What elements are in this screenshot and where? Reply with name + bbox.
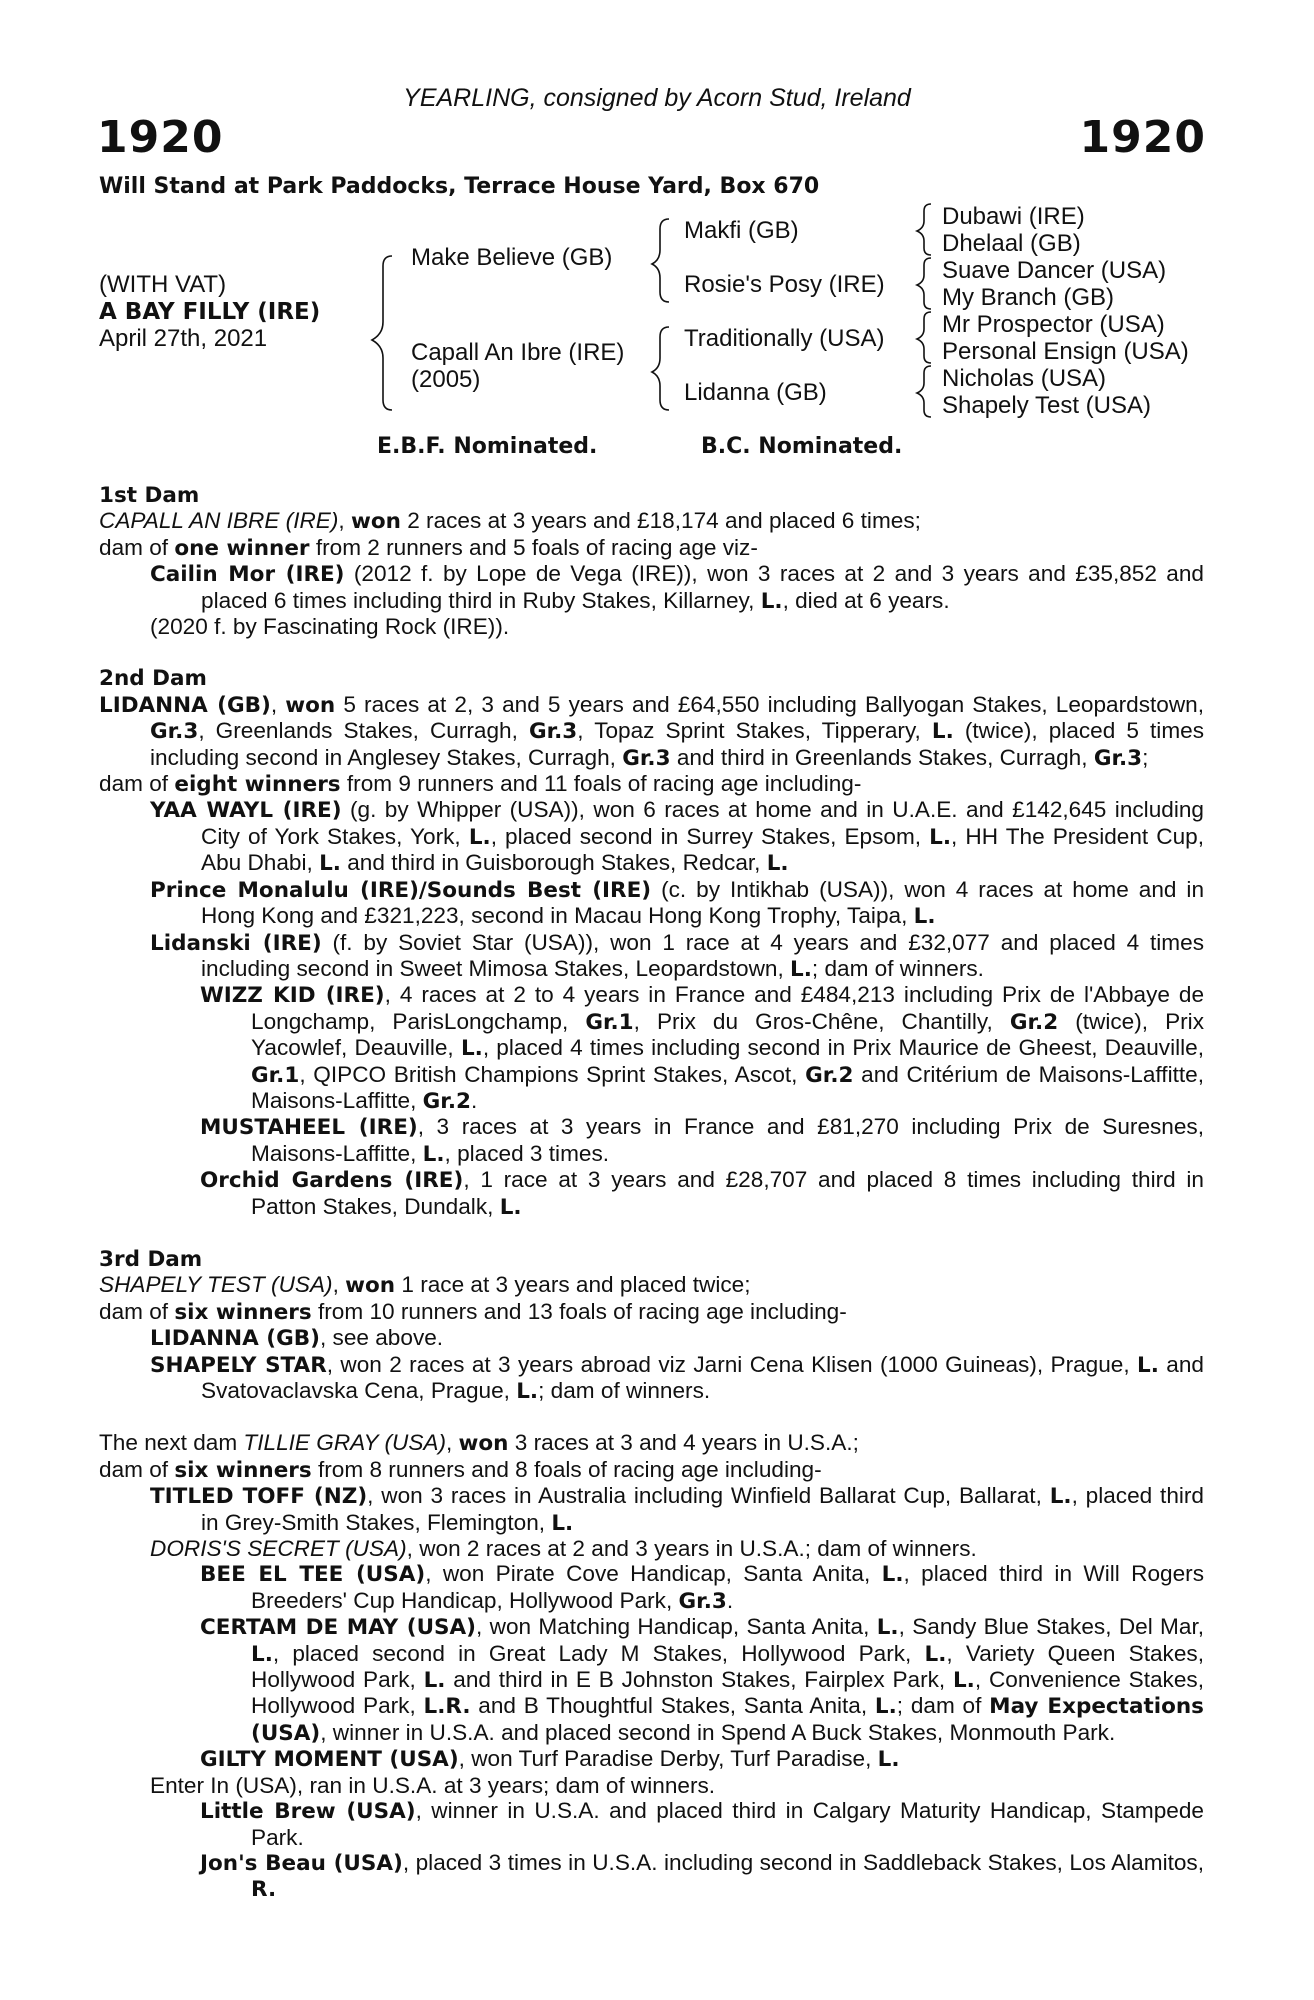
produce-entry-mustaheel: MUSTAHEEL (IRE), 3 races at 3 years in France and £81,270 including Prix de Suresnes, Maisons-Laffitte, L., placed 3 times.: [200, 1114, 1205, 1167]
brace-traditionally: [917, 312, 931, 363]
first-dam-intro: CAPALL AN IBRE (IRE), won 2 races at 3 years and £18,174 and placed 6 times;: [99, 508, 921, 535]
ggd-4: Shapely Test (USA): [942, 392, 1151, 419]
next-dam-intro: The next dam TILLIE GRAY (USA), won 3 races at 3 and 4 years in U.S.A.;: [99, 1430, 859, 1457]
ggd-3: Personal Ensign (USA): [942, 338, 1189, 365]
first-dam-heading: 1st Dam: [99, 483, 200, 508]
produce-entry-bee-el-tee: BEE EL TEE (USA), won Pirate Cove Handicap, Santa Anita, L., placed third in Will Rogers Breeders' Cup Handicap, Hollywood Park, Gr.3.: [200, 1561, 1204, 1614]
second-dam-intro: LIDANNA (GB), won 5 races at 2, 3 and 5 years and £64,550 including Ballyogan Stakes, Leopardstown, Gr.3, Greenlands Stakes, Curragh, Gr.3, Topaz Sprint Stakes, Tipperary, L. (twice), placed 5 times including second in Anglesey Stakes, Curragh, Gr.3 and third in Greenlands Stakes, Curragh, Gr.3;: [99, 691, 1205, 771]
horse-name: A BAY FILLY (IRE): [99, 299, 321, 325]
ggd-1: Dhelaal (GB): [942, 230, 1081, 257]
produce-entry-doris-secret: DORIS'S SECRET (USA), won 2 races at 2 and 3 years in U.S.A.; dam of winners.: [150, 1536, 977, 1562]
produce-entry-cailin-mor: Cailin Mor (IRE) (2012 f. by Lope de Vega (IRE)), won 3 races at 2 and 3 years and £35,852 and placed 6 times including third in Ruby Stakes, Killarney, L., died at 6 years.: [150, 561, 1204, 614]
produce-entry-yaa-wayl: YAA WAYL (IRE) (g. by Whipper (USA)), won 6 races at home and in U.A.E. and £142,645 including City of York Stakes, York, L., placed second in Surrey Stakes, Epsom, L., HH The President Cup, Abu Dhabi, L. and third in Guisborough Stakes, Redcar, L.: [150, 797, 1205, 877]
brace-sire: [652, 219, 669, 302]
sire-name: Make Believe (GB): [411, 244, 613, 271]
consignment-subtitle: YEARLING, consigned by Acorn Stud, Ireland: [403, 84, 911, 112]
second-dam-produce: dam of eight winners from 9 runners and 11 foals of racing age including-: [99, 771, 862, 798]
produce-entry-orchid-gardens: Orchid Gardens (IRE), 1 race at 3 years and £28,707 and placed 8 times including third in Patton Stakes, Dundalk, L.: [200, 1167, 1204, 1220]
pedigree-braces: [0, 0, 1314, 440]
produce-entry-titled-toff: TITLED TOFF (NZ), won 3 races in Australia including Winfield Ballarat Cup, Ballarat, L., placed third in Grey-Smith Stakes, Flemington, L.: [150, 1483, 1205, 1536]
produce-record: [99, 482, 1204, 1903]
first-dam-produce: dam of one winner from 2 runners and 5 foals of racing age viz-: [99, 534, 758, 561]
dam-dam: Lidanna (GB): [684, 379, 827, 406]
produce-entry-enter-in: Enter In (USA), ran in U.S.A. at 3 years; dam of winners.: [150, 1772, 716, 1798]
dam-year: (2005): [411, 366, 481, 393]
dam-name: Capall An Ibre (IRE): [411, 339, 625, 366]
bc-nomination: B.C. Nominated.: [701, 434, 903, 459]
vat-note: (WITH VAT): [99, 271, 227, 298]
produce-entry-jons-beau: Jon's Beau (USA), placed 3 times in U.S.A. including second in Saddleback Stakes, Los Alamitos, R.: [200, 1849, 1205, 1903]
produce-entry-wizz-kid: WIZZ KID (IRE), 4 races at 2 to 4 years in France and £484,213 including Prix de l'Abbaye de Longchamp, ParisLongchamp, Gr.1, Prix du Gros-Chêne, Chantilly, Gr.2 (twice), Prix Yacowlef, Deauville, L., placed 4 times including second in Prix Maurice de Gheest, Deauville, Gr.1, QIPCO British Champions Sprint Stakes, Ascot, Gr.2 and Critérium de Maisons-Laffitte, Maisons-Laffitte, Gr.2.: [200, 982, 1205, 1114]
lot-number-left: 1920: [97, 112, 224, 163]
ggs-1: Dubawi (IRE): [942, 203, 1085, 230]
ggd-2: My Branch (GB): [942, 284, 1115, 311]
foaling-date: April 27th, 2021: [99, 325, 268, 352]
brace-dam: [652, 327, 669, 410]
dam-sire: Traditionally (USA): [684, 325, 885, 352]
third-dam-intro: SHAPELY TEST (USA), won 1 race at 3 years and placed twice;: [99, 1272, 751, 1299]
stand-location: Will Stand at Park Paddocks, Terrace House Yard, Box 670: [99, 174, 820, 199]
third-dam-heading: 3rd Dam: [99, 1246, 203, 1272]
ggs-4: Nicholas (USA): [942, 365, 1107, 392]
ggs-3: Mr Prospector (USA): [942, 311, 1165, 338]
brace-lidanna: [917, 366, 931, 417]
produce-entry-prince-monalulu: Prince Monalulu (IRE)/Sounds Best (IRE) (c. by Intikhab (USA)), won 4 races at home and in Hong Kong and £321,223, second in Macau Hong Kong Trophy, Taipa, L.: [150, 876, 1205, 930]
produce-entry-2020-foal: (2020 f. by Fascinating Rock (IRE)).: [150, 614, 510, 640]
brace-makfi: [917, 204, 931, 255]
second-dam-heading: 2nd Dam: [99, 666, 207, 692]
produce-entry-shapely-star: SHAPELY STAR, won 2 races at 3 years abroad viz Jarni Cena Klisen (1000 Guineas), Prague, L. and Svatovaclavska Cena, Prague, L.; dam of winners.: [150, 1351, 1204, 1404]
sire-dam: Rosie's Posy (IRE): [684, 271, 885, 298]
ggs-2: Suave Dancer (USA): [942, 257, 1167, 284]
lot-number-right: 1920: [1079, 112, 1206, 163]
produce-entry-lidanski: Lidanski (IRE) (f. by Soviet Star (USA)), won 1 race at 4 years and £32,077 and placed 4 times including second in Sweet Mimosa Stakes, Leopardstown, L.; dam of winners.: [150, 929, 1204, 982]
produce-entry-little-brew: Little Brew (USA), winner in U.S.A. and placed third in Calgary Maturity Handicap, Stampede Park.: [200, 1798, 1204, 1850]
sire-sire: Makfi (GB): [684, 217, 799, 244]
next-dam-produce: dam of six winners from 8 runners and 8 foals of racing age including-: [99, 1456, 822, 1483]
brace-level1: [372, 256, 392, 410]
produce-entry-gilty-moment: GILTY MOMENT (USA), won Turf Paradise Derby, Turf Paradise, L.: [200, 1746, 900, 1773]
ebf-nomination: E.B.F. Nominated.: [377, 434, 598, 459]
produce-entry-certam-de-may: CERTAM DE MAY (USA), won Matching Handicap, Santa Anita, L., Sandy Blue Stakes, Del Mar, L., placed second in Great Lady M Stakes, Hollywood Park, L., Variety Queen Stakes, Hollywood Park, L. and third in E B Johnston Stakes, Fairplex Park, L., Convenience Stakes, Hollywood Park, L.R. and B Thoughtful Stakes, Santa Anita, L.; dam of May Expectations (USA), winner in U.S.A. and placed second in Spend A Buck Stakes, Monmouth Park.: [200, 1614, 1204, 1746]
brace-rosies-posy: [917, 258, 931, 309]
produce-entry-lidanna: LIDANNA (GB), see above.: [150, 1325, 444, 1352]
third-dam-produce: dam of six winners from 10 runners and 13 foals of racing age including-: [99, 1298, 847, 1325]
